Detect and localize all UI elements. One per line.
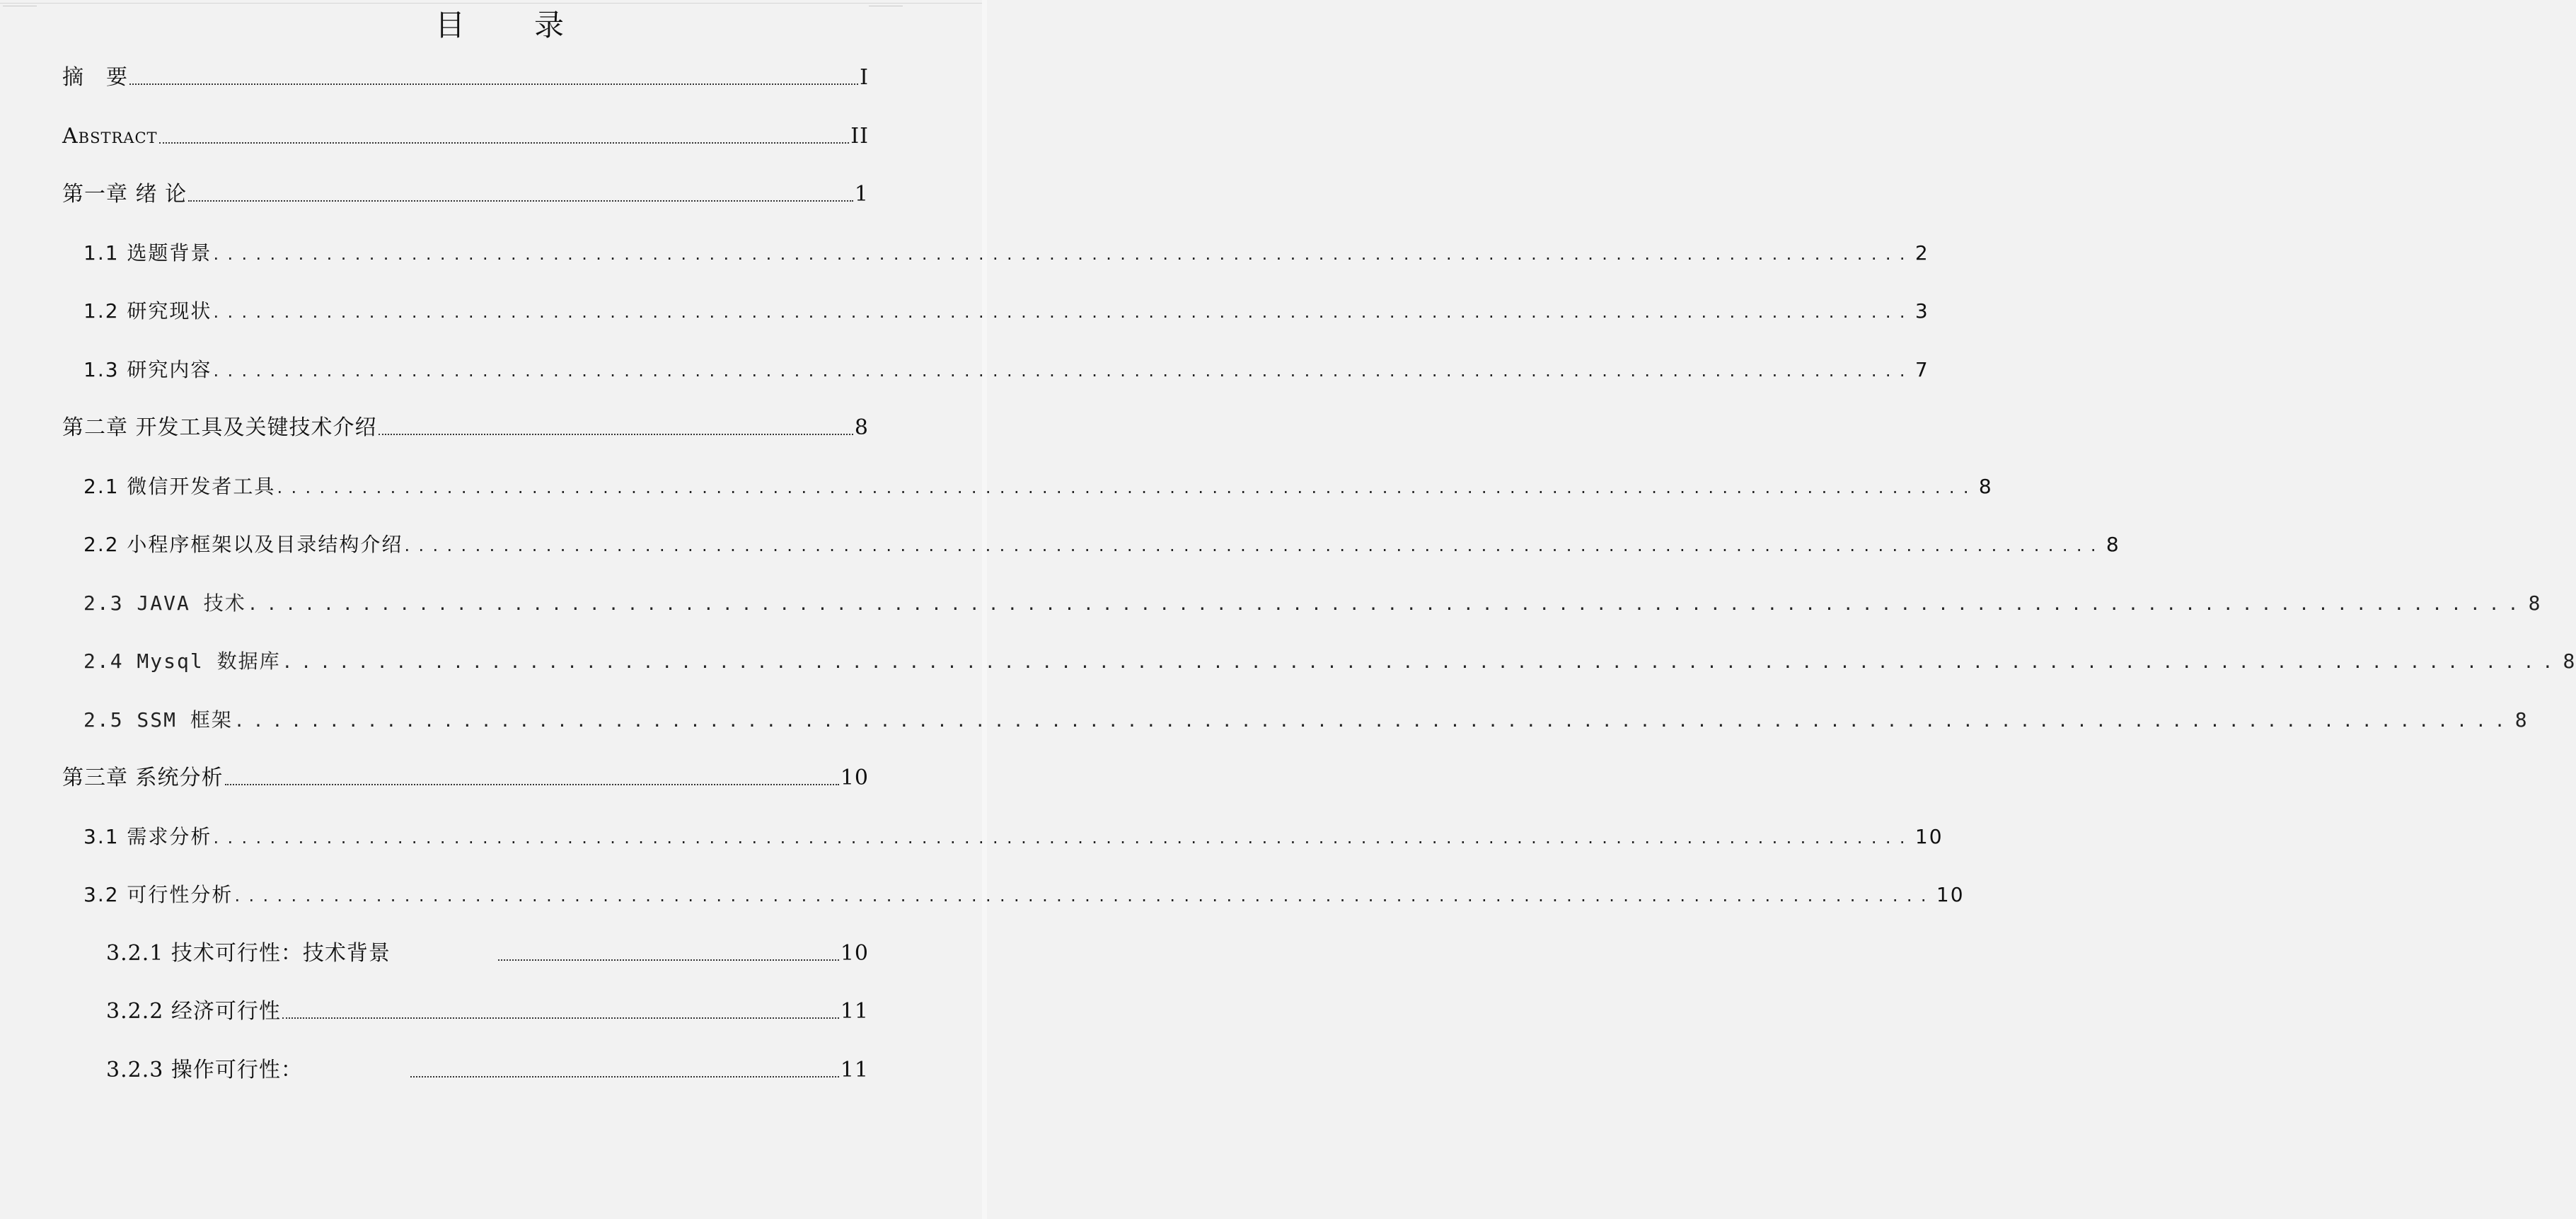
- toc-entry[interactable]: [83, 233, 1929, 273]
- toc-entry-label: 第二章 开发工具及关键技术介绍: [62, 415, 377, 440]
- toc-entry-label: 2.3 JAVA 技术: [83, 591, 246, 615]
- toc-entry[interactable]: [62, 758, 869, 798]
- toc-dot-leader: ........................................................................................................................: [404, 536, 2105, 555]
- toc-dot-leader: ........................................................................................................................: [213, 243, 1914, 264]
- toc-entry[interactable]: [83, 642, 2576, 681]
- toc-dot-leader: [379, 434, 853, 435]
- toc-page-number: 1: [854, 182, 869, 207]
- toc-page-number: 2: [1914, 241, 1929, 265]
- toc-title: 目 录: [434, 8, 584, 42]
- toc-dot-leader: ........................................................................................................................: [282, 652, 2562, 672]
- toc-entry-label: 3.2.1 技术可行性：技术背景: [106, 940, 391, 966]
- toc-entry-label: 1.2 研究现状: [83, 299, 212, 323]
- toc-entry[interactable]: [83, 467, 1993, 507]
- toc-dot-leader: [225, 784, 839, 785]
- toc-entry[interactable]: [83, 875, 1965, 915]
- toc-entry-label: Abstract: [62, 123, 158, 149]
- toc-dot-leader: ........................................................................................................................: [233, 710, 2514, 731]
- toc-entry-label: 2.4 Mysql 数据库: [83, 649, 281, 673]
- toc-dot-leader: ........................................................................................................................: [213, 360, 1914, 381]
- toc-entry-label: 第一章 绪 论: [62, 182, 187, 207]
- toc-page-number: 10: [1914, 824, 1943, 848]
- toc-page-number: 3: [1914, 299, 1929, 323]
- toc-dot-leader: ........................................................................................................................: [234, 886, 1935, 906]
- toc-page-number: 10: [840, 766, 869, 790]
- toc-dot-leader: [410, 1076, 839, 1078]
- toc-dot-leader: ........................................................................................................................: [213, 827, 1914, 848]
- toc-entry[interactable]: [106, 992, 869, 1032]
- toc-entry[interactable]: [62, 117, 869, 156]
- toc-dot-leader: [188, 200, 853, 202]
- toc-entry-label: 3.2.3 操作可行性：: [106, 1057, 303, 1082]
- toc-dot-leader: [159, 142, 850, 144]
- toc-entry-label: 3.1 需求分析: [83, 824, 212, 848]
- toc-entry[interactable]: [83, 584, 2542, 623]
- toc-page-number: 8: [1978, 474, 1993, 498]
- toc-page-number: 8: [2563, 649, 2576, 673]
- page-top-edge: [0, 3, 987, 4]
- toc-page-number: 11: [840, 999, 869, 1024]
- toc-entry-label: 2.5 SSM 框架: [83, 707, 233, 732]
- toc-page-number: 10: [840, 940, 869, 966]
- toc-entry-label: 第三章 系统分析: [62, 766, 224, 790]
- toc-entry-label: 1.3 研究内容: [83, 357, 212, 381]
- toc-entry[interactable]: [62, 408, 869, 448]
- toc-page-number: 8: [2514, 707, 2529, 732]
- toc-page-number: 8: [854, 415, 869, 440]
- toc-page-number: 7: [1914, 357, 1929, 381]
- toc-page-number: 8: [2528, 591, 2542, 615]
- toc-dot-leader: ........................................................................................................................: [213, 302, 1914, 322]
- toc-dot-leader: ........................................................................................................................: [277, 477, 1977, 497]
- toc-entry[interactable]: [62, 58, 869, 98]
- toc-entry-label: 2.2 小程序框架以及目录结构介绍: [83, 533, 403, 556]
- toc-entry[interactable]: [83, 817, 1943, 857]
- toc-entry[interactable]: [83, 291, 1929, 331]
- toc-dot-leader: [129, 83, 858, 85]
- toc-entry[interactable]: [106, 934, 869, 974]
- toc-page-number: I: [860, 65, 869, 90]
- toc-entry[interactable]: [62, 175, 869, 214]
- toc-entry[interactable]: [106, 1051, 869, 1090]
- toc-entry-label: 3.2.2 经济可行性: [106, 999, 281, 1024]
- toc-dot-leader: [498, 959, 839, 961]
- toc-page-number: II: [850, 123, 869, 149]
- toc-dot-leader: [282, 1017, 839, 1019]
- toc-entry-label: 2.1 微信开发者工具: [83, 474, 276, 498]
- toc-page-number: 11: [840, 1057, 869, 1082]
- toc-page-number: 8: [2106, 533, 2120, 556]
- toc-entry-label: 1.1 选题背景: [83, 241, 212, 265]
- toc-dot-leader: ........................................................................................................................: [247, 594, 2527, 614]
- toc-entry[interactable]: [83, 350, 1929, 390]
- toc-entry[interactable]: [83, 525, 2120, 565]
- toc-entry-label: 摘 要: [62, 65, 128, 90]
- toc-entry-label: 3.2 可行性分析: [83, 883, 233, 906]
- toc-page-number: 10: [1936, 883, 1965, 906]
- toc-entry[interactable]: [83, 700, 2529, 740]
